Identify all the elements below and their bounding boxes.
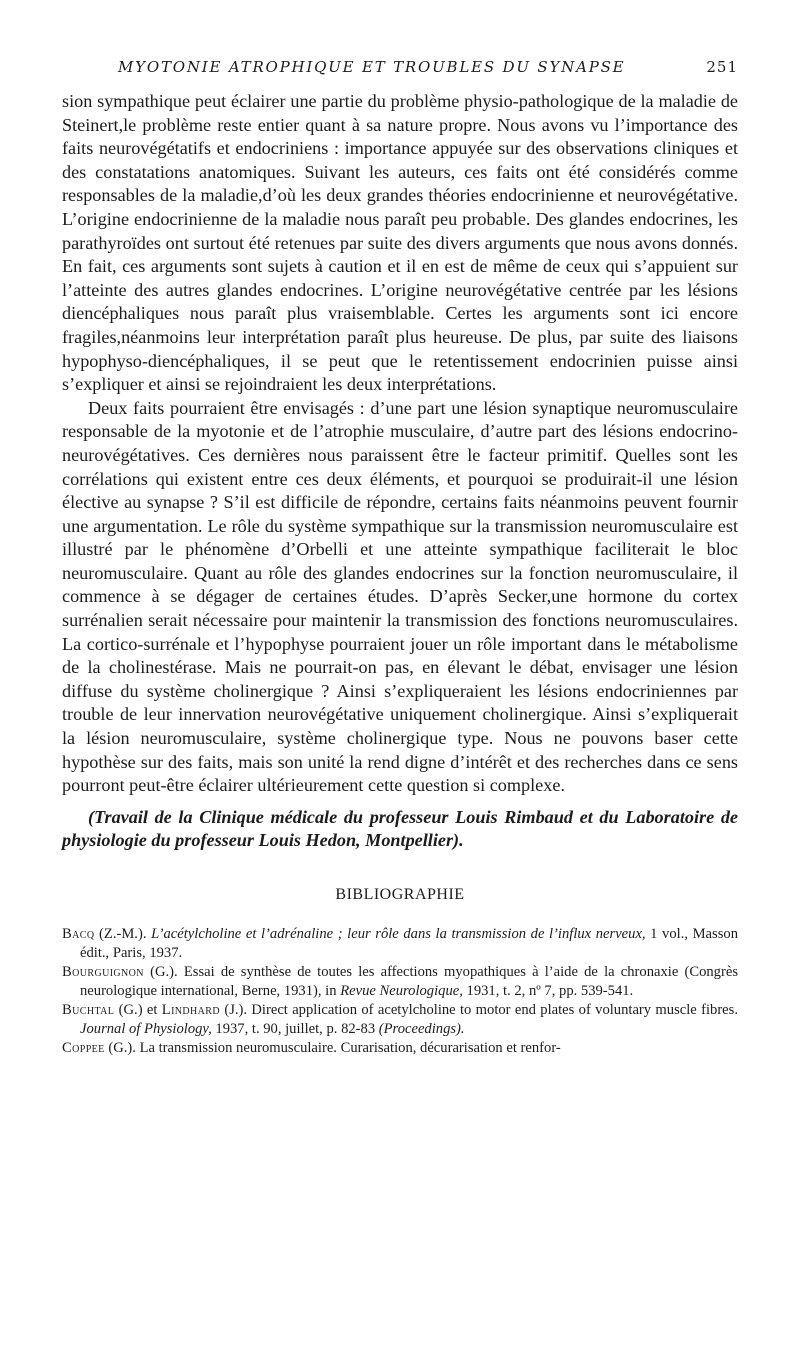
reference-item: [62, 925, 738, 963]
reference-title: Essai de synthèse de toutes les affections myopathiques à l’aide de la chronaxie (Congrès neurologique international, Berne, 1931), in: [80, 963, 738, 999]
reference-item: [62, 1039, 738, 1058]
reference-title: L’acétylcholine et l’adrénaline ; leur rôle dans la transmission de l’influx nerveux,: [151, 925, 646, 942]
reference-title: Direct application of acetylcholine to motor end plates of voluntary muscle fibres.: [251, 1001, 738, 1018]
reference-journal: Revue Neurologique,: [340, 982, 463, 999]
reference-coauthor: Lindhard: [161, 1001, 220, 1018]
page-number: 251: [706, 58, 738, 76]
reference-details: 1937, t. 90, juillet, p. 82-83: [215, 1020, 376, 1037]
reference-title: La transmission neuromusculaire. Curarisation, décurarisation et renfor-: [139, 1039, 561, 1056]
article-body: [62, 90, 738, 1058]
reference-note: (Proceedings).: [378, 1020, 465, 1037]
reference-item: [62, 1001, 738, 1039]
page-header: [62, 58, 738, 76]
reference-details: 1931, t. 2, nº 7, pp. 539-541.: [466, 982, 634, 999]
running-head: MYOTONIE ATROPHIQUE ET TROUBLES DU SYNAPSE: [118, 58, 626, 76]
reference-author: Coppee: [62, 1039, 105, 1056]
reference-author: Bacq: [62, 925, 95, 942]
bibliography-title: BIBLIOGRAPHIE: [335, 886, 465, 903]
reference-initials: (G.) et: [118, 1001, 158, 1018]
laboratory-credit: (Travail de la Clinique médicale du professeur Louis Rimbaud et du Laboratoire de physiologie du professeur Louis Hedon, Montpellier).: [62, 806, 738, 851]
reference-journal: Journal of Physiology,: [80, 1020, 212, 1037]
reference-list: [62, 925, 738, 1058]
reference-author: Buchtal: [62, 1001, 115, 1018]
reference-item: [62, 963, 738, 1001]
reference-coinitials: (J.).: [224, 1001, 248, 1018]
reference-initials: (G.).: [150, 963, 178, 980]
reference-initials: (Z.-M.).: [99, 925, 147, 942]
reference-initials: (G.).: [108, 1039, 136, 1056]
paragraph-continued: sion sympathique peut éclairer une partie du problème physio-pathologique de la maladie de Steinert,le problème reste entier quant à sa nature propre. Nous avons vu l’importance des faits neurovégétatifs et endocriniens : importance appuyée sur des observations cliniques et des constatations anatomiques. Suivant les auteurs, ces faits ont été considérés comme responsables de la maladie,d’où les deux grandes théories endocrinienne et neurovégétative. L’origine endocrinienne de la maladie nous paraît peu probable. Des glandes endocrines, les parathyroïdes ont surtout été retenues par suite des divers arguments que nous avons donnés. En fait, ces arguments sont sujets à caution et il en est de même de ceux qui s’appuient sur l’atteinte des autres glandes endocrines. L’origine neurovégétative centrée par les lésions diencéphaliques nous paraît plus vraisemblable. Certes les arguments sont ici encore fragiles,néanmoins leur interprétation paraît plus heureuse. De plus, par suite des liaisons hypophyso-diencéphaliques, il se peut que le retentissement endocrinien puisse ainsi s’expliquer et ainsi se rejoindraient les deux interprétations.: [62, 91, 738, 395]
reference-details: 1 vol., Masson édit., Paris, 1937.: [80, 925, 738, 961]
reference-author: Bourguignon: [62, 963, 144, 980]
paragraph: Deux faits pourraient être envisagés : d’une part une lésion synaptique neuromusculaire responsable de la myotonie et de l’atrophie musculaire, d’autre part des lésions endocrino-neurovégétatives. Ces dernières nous paraissent être le facteur primitif. Quelles sont les corrélations qui existent entre ces deux éléments, et pourquoi se produirait-il une lésion élective au synapse ? S’il est difficile de répondre, certains faits néanmoins peuvent fournir une argumentation. Le rôle du système sympathique sur la transmission neuromusculaire est illustré par le phénomène d’Orbelli et une atteinte sympathique faciliterait le bloc neuromusculaire. Quant au rôle des glandes endocrines sur la fonction neuromusculaire, il commence à se dégager de certaines études. D’après Secker,une hormone du cortex surrénalien serait nécessaire pour maintenir la transmission des fonctions neuromusculaires. La cortico-surrénale et l’hypophyse pourraient jouer un rôle important dans le métabolisme de la cholinestérase. Mais ne pourrait-on pas, en élevant le débat, envisager une lésion diffuse du système cholinergique ? Ainsi s’expliqueraient les lésions endocriniennes par trouble de leur innervation neurovégétative uniquement cholinergique. Ainsi s’expliquerait la lésion neuromusculaire, système cholinergique type. Nous ne pouvons baser cette hypothèse sur des faits, mais son unité la rend digne d’intérêt et des recherches dans ce sens pourront peut-être éclairer ultérieurement cette question si complexe.: [62, 397, 738, 796]
